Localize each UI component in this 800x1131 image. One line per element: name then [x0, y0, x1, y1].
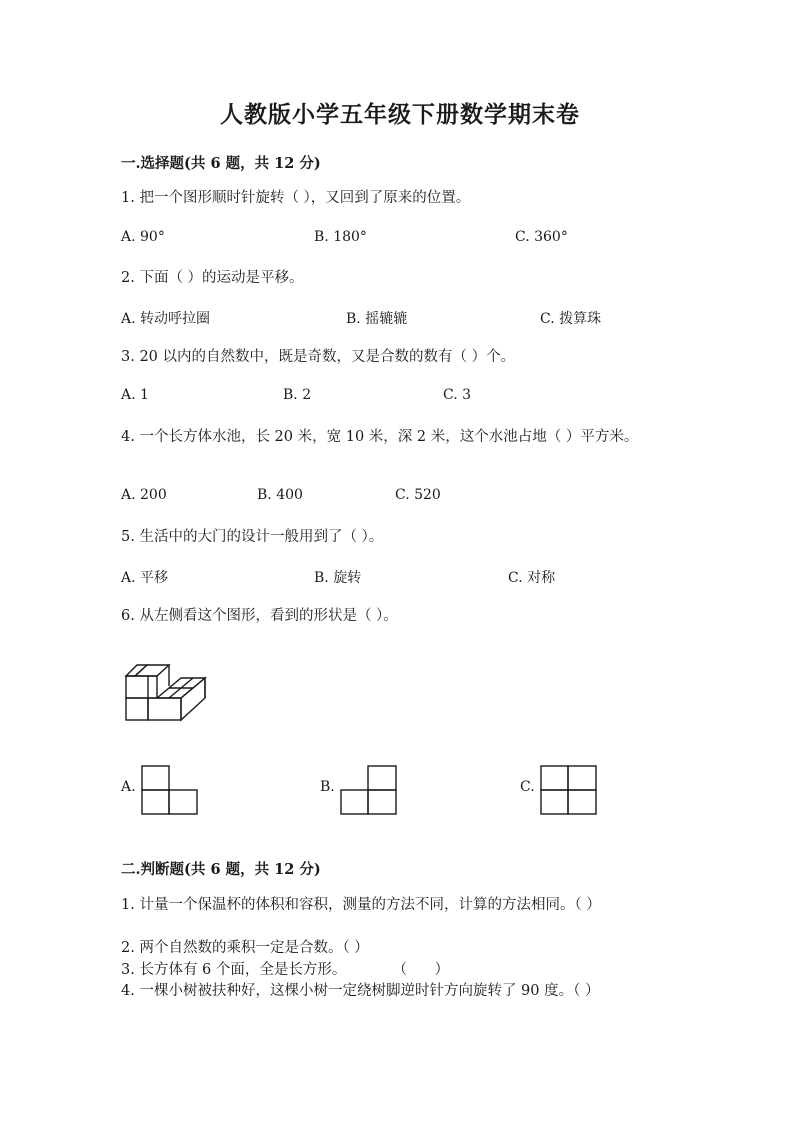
- option-6a-shape: [141, 765, 199, 815]
- judge-question-2: 2. 两个自然数的乘积一定是合数。（ ）: [121, 940, 369, 956]
- option-6c-shape: [540, 765, 598, 815]
- page-title: 人教版小学五年级下册数学期末卷: [220, 101, 580, 128]
- question-3: 3. 20 以内的自然数中，既是奇数，又是合数的数有（ ）个。: [121, 349, 516, 365]
- option-2a: A. 转动呼拉圈: [121, 311, 211, 327]
- option-5b: B. 旋转: [314, 570, 362, 586]
- option-4a: A. 200: [121, 487, 167, 503]
- option-1c: C. 360°: [515, 229, 568, 245]
- option-6c: C.: [520, 779, 535, 795]
- option-5a: A. 平移: [121, 570, 169, 586]
- option-5c: C. 对称: [508, 570, 556, 586]
- option-6a: A.: [121, 779, 136, 795]
- option-1b: B. 180°: [314, 229, 367, 245]
- question-6: 6. 从左侧看这个图形，看到的形状是（ ）。: [121, 608, 398, 624]
- option-3b: B. 2: [283, 387, 312, 403]
- question-4: 4. 一个长方体水池，长 20 米，宽 10 米，深 2 米，这个水池占地（ ）平方米。: [121, 429, 639, 445]
- section-heading-judge: 二.判断题(共 6 题，共 12 分): [121, 861, 321, 878]
- option-1a: A. 90°: [121, 229, 165, 245]
- option-4b: B. 400: [257, 487, 303, 503]
- option-2b: B. 摇辘辘: [346, 311, 408, 327]
- option-6b: B.: [320, 779, 335, 795]
- question-1: 1. 把一个图形顺时针旋转（ ），又回到了原来的位置。: [121, 190, 471, 206]
- question-2: 2. 下面（ ）的运动是平移。: [121, 270, 304, 286]
- section-heading-choice: 一.选择题(共 6 题，共 12 分): [121, 155, 321, 172]
- option-3a: A. 1: [121, 387, 149, 403]
- option-3c: C. 3: [443, 387, 472, 403]
- judge-question-1: 1. 计量一个保温杯的体积和容积，测量的方法不同，计算的方法相同。（ ）: [121, 897, 601, 913]
- judge-question-3: 3. 长方体有 6 个面，全是长方形。 （ ）: [121, 962, 450, 978]
- option-2c: C. 拨算珠: [540, 311, 602, 327]
- cube-figure: [124, 664, 208, 722]
- question-5: 5. 生活中的大门的设计一般用到了（ ）。: [121, 529, 384, 545]
- judge-question-4: 4. 一棵小树被扶种好，这棵小树一定绕树脚逆时针方向旋转了 90 度。（ ）: [121, 983, 600, 999]
- option-4c: C. 520: [395, 487, 441, 503]
- option-6b-shape: [340, 765, 398, 815]
